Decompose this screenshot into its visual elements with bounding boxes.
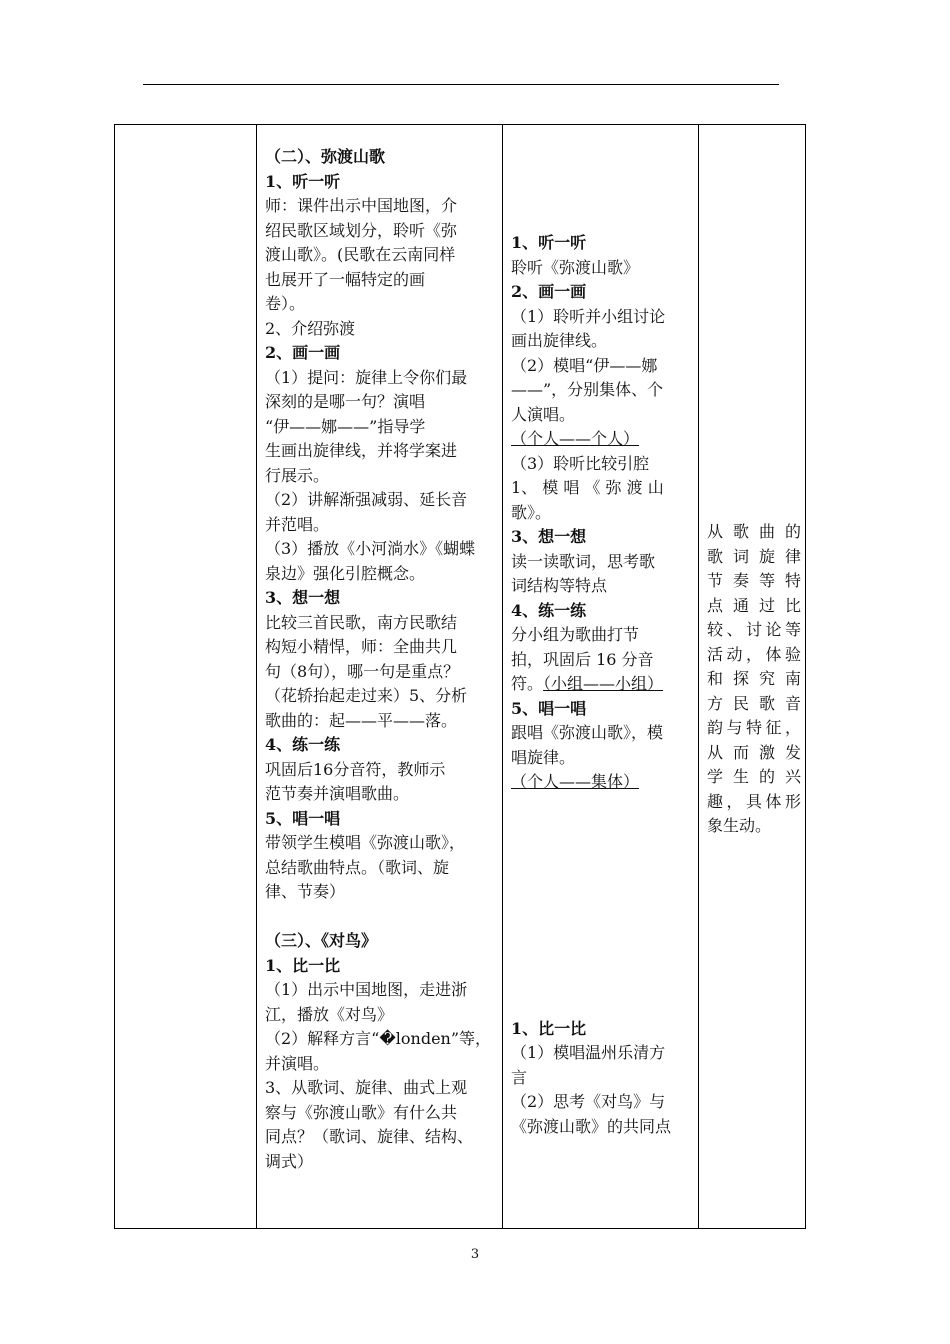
header-rule — [143, 84, 779, 85]
page-number: 3 — [470, 1247, 480, 1262]
text-line: 歌词旋律 — [707, 546, 801, 566]
grouping-note: （小组——小组） — [543, 674, 664, 693]
text-line: 绍民歌区域划分，聆听《弥 — [265, 220, 458, 240]
text-line: 江，播放《对鸟》 — [265, 1004, 394, 1024]
text-line: （1）提问：旋律上令你们最 — [265, 367, 468, 387]
grouping-note: （个人——集体） — [511, 772, 640, 791]
text-line: 方民歌音 — [707, 693, 801, 713]
text-line: 卷）。 — [265, 294, 306, 313]
blank-line — [265, 905, 496, 930]
text-line: 师：课件出示中国地图，介 — [265, 196, 458, 215]
text-line: 韵与特征， — [707, 718, 801, 737]
step-heading: 3、想一想 — [511, 527, 587, 546]
text-line: 和探究南 — [707, 669, 801, 688]
text-line: “伊——娜——”指导学 — [265, 416, 426, 436]
text-line: （2）解释方言“�londen”等， — [265, 1029, 492, 1048]
student-activity-cell — [503, 125, 699, 1229]
text-line: 唱旋律。 — [511, 747, 576, 767]
text-line: 学生的兴 — [707, 767, 801, 786]
text-line: 3、从歌词、旋律、曲式上观 — [265, 1078, 468, 1097]
text-line: 从歌曲的 — [707, 522, 801, 541]
step-heading: 2、画一画 — [511, 282, 587, 301]
text-line: （1）聆听并小组讨论 — [511, 306, 666, 326]
text-line: 总结歌曲特点。（歌词、旋 — [265, 857, 450, 877]
text-line: （花轿抬起走过来）5、分析 — [265, 686, 468, 705]
text-line: 并演唱。 — [265, 1053, 330, 1073]
text-line: 拍，巩固后 16 分音 — [511, 649, 654, 669]
text-line: 歌》。 — [511, 502, 552, 522]
text-line: 较、讨论等 — [707, 620, 801, 639]
text-line: （3）播放《小河淌水》《蝴蝶 — [265, 539, 476, 558]
text-line: 画出旋律线。 — [511, 331, 608, 350]
text-line: 深刻的是哪一句？演唱 — [265, 392, 426, 411]
text-line: 范节奏并演唱歌曲。 — [265, 784, 410, 803]
teacher-activity-cell — [257, 125, 503, 1229]
text-line: 构短小精悍，师：全曲共几 — [265, 637, 458, 656]
step-heading: 4、练一练 — [265, 735, 341, 754]
table-row — [115, 125, 806, 1229]
step-heading: 1、比一比 — [265, 955, 341, 975]
text-line: （1）出示中国地图，走进浙 — [265, 980, 468, 999]
text-fragment: 符。 — [511, 674, 544, 693]
text-line — [511, 672, 692, 697]
text-line: 聆听《弥渡山歌》 — [511, 257, 640, 277]
text-line: （2）思考《对鸟》与 — [511, 1092, 666, 1111]
design-intent-cell — [699, 125, 806, 1229]
text-line: 并范唱。 — [265, 514, 330, 534]
step-heading: 2、画一画 — [265, 343, 341, 362]
text-line: 调式） — [265, 1151, 314, 1171]
text-line: （2）模唱“伊——娜 — [511, 355, 658, 375]
text-line: 带领学生模唱《弥渡山歌》， — [265, 833, 466, 852]
step-heading: 4、练一练 — [511, 600, 587, 620]
text-line: 《弥渡山歌》的共同点 — [511, 1116, 672, 1136]
text-line: 句（8句），哪一句是重点？ — [265, 661, 460, 681]
lesson-plan-table — [114, 124, 806, 1229]
text-line: 活动，体验 — [707, 644, 801, 664]
text-line: 趣，具体形 — [707, 791, 801, 811]
text-line: （2）讲解渐强减弱、延长音 — [265, 490, 468, 509]
text-line: 言 — [511, 1067, 528, 1087]
text-line: 1、 模 唱 《 弥 渡 山 — [511, 478, 664, 497]
text-line: 读一读歌词，思考歌 — [511, 551, 656, 571]
text-line: 从而激发 — [707, 742, 801, 762]
text-line: 也展开了一幅特定的画 — [265, 269, 426, 289]
step-heading: 1、比一比 — [511, 1018, 587, 1038]
text-line: 察与《弥渡山歌》有什么共 — [265, 1102, 458, 1122]
text-line: 歌曲的：起——平——落。 — [265, 710, 458, 730]
text-line: ——”，分别集体、个 — [511, 380, 664, 399]
text-line: 行展示。 — [265, 465, 330, 485]
text-line: 巩固后16分音符，教师示 — [265, 759, 446, 779]
grouping-note: （个人——个人） — [511, 429, 640, 448]
text-line: 渡山歌》。(民歌在云南同样 — [265, 245, 456, 264]
section-title: （三）、《对鸟》 — [265, 931, 378, 950]
text-line: 节奏等特 — [707, 571, 801, 590]
empty-cell — [115, 125, 257, 1229]
text-line: 点通过比 — [707, 595, 801, 615]
text-line: 词结构等特点 — [511, 576, 608, 595]
text-line: 比较三首民歌，南方民歌结 — [265, 612, 458, 632]
text-line: 律、节奏） — [265, 882, 346, 901]
text-line: 象生动。 — [707, 816, 772, 835]
text-line: （1）模唱温州乐清方 — [511, 1043, 666, 1062]
text-line: 泉边》强化引腔概念。 — [265, 563, 426, 583]
step-heading: 5、唱一唱 — [265, 808, 341, 828]
step-heading: 5、唱一唱 — [511, 698, 587, 718]
text-line: 生画出旋律线，并将学案进 — [265, 441, 458, 460]
text-line: 人演唱。 — [511, 404, 576, 424]
step-heading: 1、听一听 — [265, 171, 341, 191]
section-title: （二）、弥渡山歌 — [265, 147, 386, 166]
step-heading: 1、听一听 — [511, 233, 587, 252]
text-line: 分小组为歌曲打节 — [511, 625, 640, 644]
text-line: 2、介绍弥渡 — [265, 318, 356, 338]
text-line: （3）聆听比较引腔 — [511, 453, 650, 473]
text-line: 跟唱《弥渡山歌》，模 — [511, 723, 664, 742]
step-heading: 3、想一想 — [265, 588, 341, 607]
text-line: 同点？（歌词、旋律、结构、 — [265, 1127, 474, 1146]
